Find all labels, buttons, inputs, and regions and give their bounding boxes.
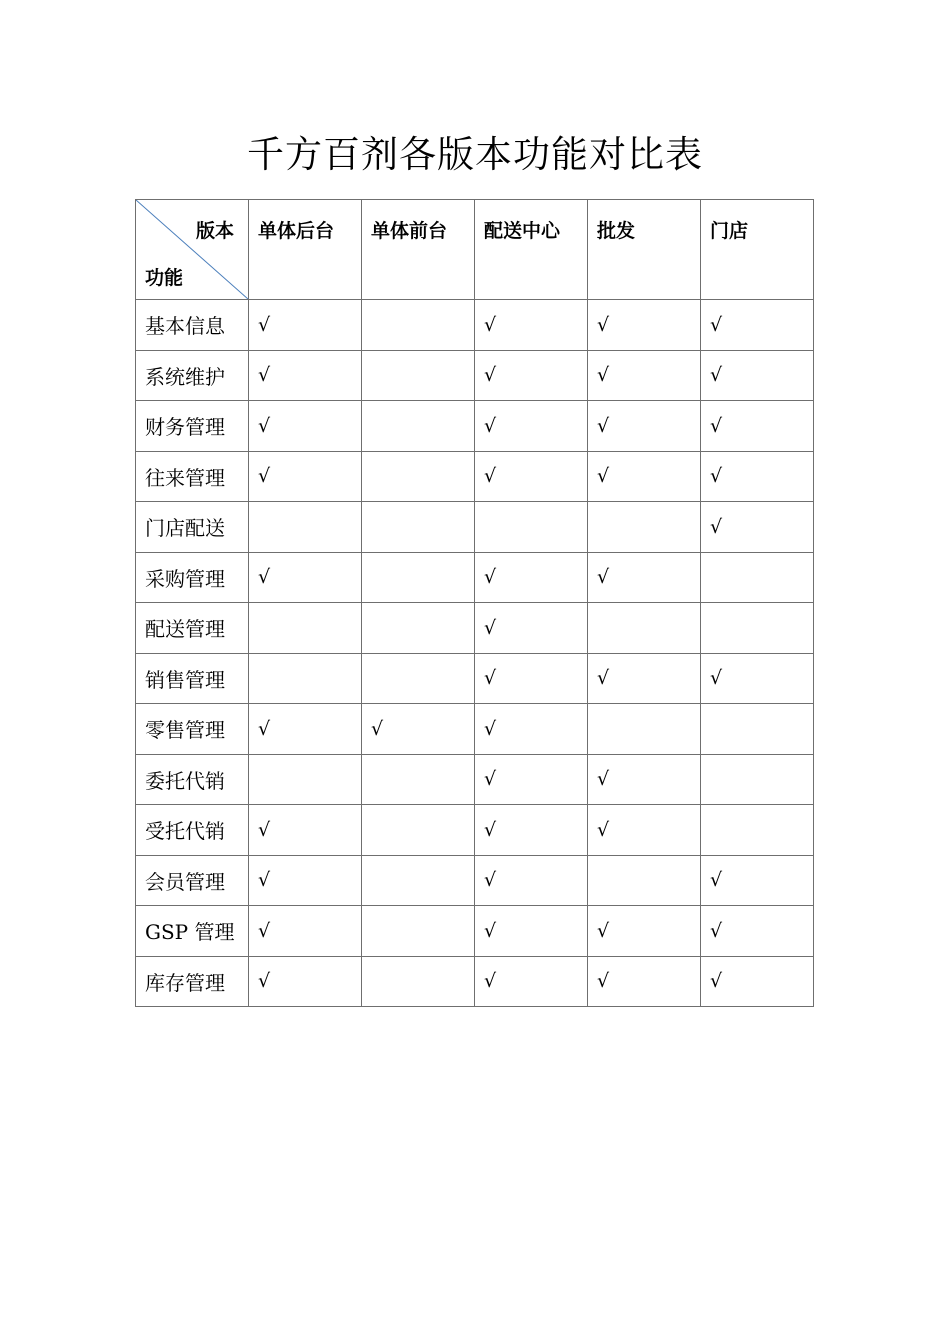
- table-row: [136, 552, 814, 603]
- check-mark-cell: √: [588, 300, 701, 351]
- check-mark-cell: √: [475, 805, 588, 856]
- check-mark-cell: √: [588, 653, 701, 704]
- check-mark-cell: √: [475, 451, 588, 502]
- empty-cell: [362, 855, 475, 906]
- table-row: [136, 350, 814, 401]
- empty-cell: [362, 956, 475, 1007]
- check-mark-cell: √: [475, 401, 588, 452]
- table-row: [136, 603, 814, 654]
- empty-cell: [588, 855, 701, 906]
- check-mark-cell: √: [249, 451, 362, 502]
- table-row: [136, 805, 814, 856]
- empty-cell: [362, 603, 475, 654]
- table-row: [136, 855, 814, 906]
- check-mark-cell: √: [475, 855, 588, 906]
- feature-name-cell: 基本信息: [136, 300, 249, 351]
- check-mark-cell: √: [475, 956, 588, 1007]
- empty-cell: [362, 805, 475, 856]
- table-row: [136, 401, 814, 452]
- empty-cell: [475, 502, 588, 553]
- empty-cell: [362, 552, 475, 603]
- check-mark-cell: √: [588, 754, 701, 805]
- feature-name-cell: 库存管理: [136, 956, 249, 1007]
- check-mark-cell: √: [475, 653, 588, 704]
- feature-name-cell: GSP 管理: [136, 906, 249, 957]
- feature-comparison-table: [135, 199, 814, 1007]
- check-mark-cell: √: [475, 350, 588, 401]
- check-mark-cell: √: [588, 401, 701, 452]
- table-row: [136, 754, 814, 805]
- empty-cell: [588, 704, 701, 755]
- feature-name-cell: 采购管理: [136, 552, 249, 603]
- check-mark-cell: √: [701, 956, 814, 1007]
- check-mark-cell: √: [249, 855, 362, 906]
- feature-name-cell: 往来管理: [136, 451, 249, 502]
- empty-cell: [249, 603, 362, 654]
- feature-name-cell: 委托代销: [136, 754, 249, 805]
- empty-cell: [362, 451, 475, 502]
- document-title: 千方百剂各版本功能对比表: [247, 133, 703, 176]
- corner-feature-label: 功能: [145, 267, 184, 289]
- empty-cell: [362, 350, 475, 401]
- feature-name-cell: 会员管理: [136, 855, 249, 906]
- check-mark-cell: √: [249, 704, 362, 755]
- table-row: [136, 956, 814, 1007]
- corner-version-label: 版本: [195, 220, 234, 242]
- table-row: [136, 704, 814, 755]
- table-row: [136, 300, 814, 351]
- empty-cell: [249, 754, 362, 805]
- empty-cell: [249, 653, 362, 704]
- table-row: [136, 451, 814, 502]
- feature-name-cell: 系统维护: [136, 350, 249, 401]
- check-mark-cell: √: [701, 401, 814, 452]
- check-mark-cell: √: [588, 552, 701, 603]
- check-mark-cell: √: [249, 350, 362, 401]
- empty-cell: [249, 502, 362, 553]
- table-body: [136, 300, 814, 1007]
- column-header-single-frontend: 单体前台: [362, 200, 475, 300]
- check-mark-cell: √: [701, 906, 814, 957]
- check-mark-cell: √: [362, 704, 475, 755]
- empty-cell: [362, 401, 475, 452]
- table-row: [136, 906, 814, 957]
- feature-name-cell: 配送管理: [136, 603, 249, 654]
- check-mark-cell: √: [475, 603, 588, 654]
- empty-cell: [701, 552, 814, 603]
- empty-cell: [588, 603, 701, 654]
- column-header-single-backend: 单体后台: [249, 200, 362, 300]
- check-mark-cell: √: [701, 855, 814, 906]
- check-mark-cell: √: [588, 906, 701, 957]
- empty-cell: [362, 653, 475, 704]
- column-header-store: 门店: [701, 200, 814, 300]
- check-mark-cell: √: [249, 401, 362, 452]
- empty-cell: [701, 754, 814, 805]
- feature-name-cell: 门店配送: [136, 502, 249, 553]
- check-mark-cell: √: [475, 300, 588, 351]
- column-header-distribution-center: 配送中心: [475, 200, 588, 300]
- check-mark-cell: √: [701, 451, 814, 502]
- feature-name-cell: 财务管理: [136, 401, 249, 452]
- check-mark-cell: √: [475, 552, 588, 603]
- feature-name-cell: 零售管理: [136, 704, 249, 755]
- check-mark-cell: √: [249, 956, 362, 1007]
- empty-cell: [362, 906, 475, 957]
- check-mark-cell: √: [588, 451, 701, 502]
- empty-cell: [701, 603, 814, 654]
- empty-cell: [362, 754, 475, 805]
- check-mark-cell: √: [249, 906, 362, 957]
- corner-header-cell: [136, 200, 249, 300]
- check-mark-cell: √: [249, 552, 362, 603]
- table-header-row: [136, 200, 814, 300]
- check-mark-cell: √: [475, 704, 588, 755]
- check-mark-cell: √: [249, 300, 362, 351]
- check-mark-cell: √: [588, 805, 701, 856]
- check-mark-cell: √: [701, 300, 814, 351]
- empty-cell: [701, 805, 814, 856]
- check-mark-cell: √: [475, 754, 588, 805]
- empty-cell: [362, 300, 475, 351]
- check-mark-cell: √: [701, 350, 814, 401]
- feature-name-cell: 销售管理: [136, 653, 249, 704]
- check-mark-cell: √: [701, 502, 814, 553]
- table-row: [136, 502, 814, 553]
- feature-name-cell: 受托代销: [136, 805, 249, 856]
- check-mark-cell: √: [588, 956, 701, 1007]
- column-header-wholesale: 批发: [588, 200, 701, 300]
- check-mark-cell: √: [249, 805, 362, 856]
- check-mark-cell: √: [588, 350, 701, 401]
- table-row: [136, 653, 814, 704]
- empty-cell: [701, 704, 814, 755]
- check-mark-cell: √: [475, 906, 588, 957]
- empty-cell: [362, 502, 475, 553]
- check-mark-cell: √: [701, 653, 814, 704]
- empty-cell: [588, 502, 701, 553]
